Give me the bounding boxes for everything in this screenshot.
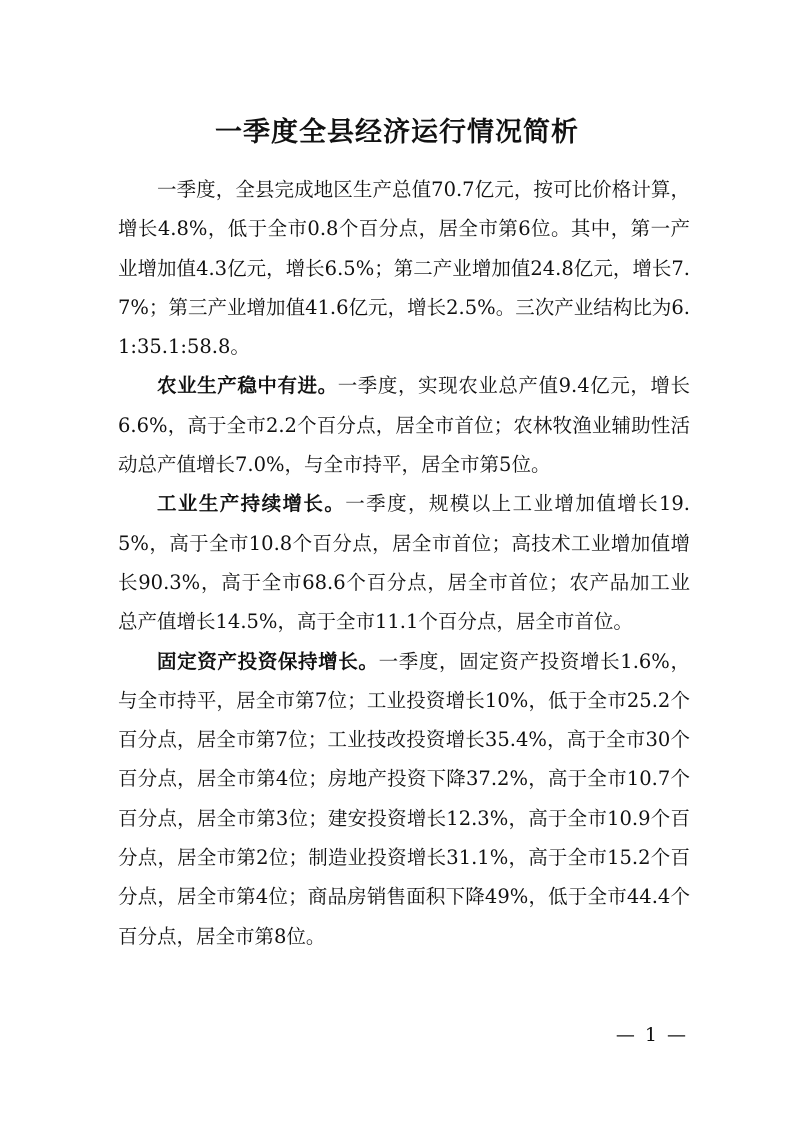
paragraph-industry-heading: 工业生产持续增长。 xyxy=(157,492,346,516)
paragraph-overview-text: 一季度，全县完成地区生产总值70.7亿元，按可比价格计算，增长4.8%，低于全市0.8个百分点，居全市第6位。其中，第一产业增加值4.3亿元，增长6.5%；第二产业增加值24.8亿元，增长7.7%；第三产业增加值41.6亿元，增长2.5%。三次产业结构比为6.1:35.1:58.8。 xyxy=(118,178,690,359)
page-number: — 1 — xyxy=(615,1024,688,1046)
paragraph-agriculture xyxy=(118,366,690,484)
document-title: 一季度全县经济运行情况简析 xyxy=(215,117,579,148)
paragraph-investment xyxy=(118,642,690,956)
paragraph-industry-text: 一季度，规模以上工业增加值增长19.5%，高于全市10.8个百分点，居全市首位；高技术工业增加值增长90.3%，高于全市68.6个百分点，居全市首位；农产品加工业总产值增长14.5%，高于全市11.1个百分点，居全市首位。 xyxy=(118,492,690,634)
paragraph-agriculture-text: 一季度，实现农业总产值9.4亿元，增长6.6%，高于全市2.2个百分点，居全市首位；农林牧渔业辅助性活动总产值增长7.0%，与全市持平，居全市第5位。 xyxy=(118,374,690,477)
paragraph-investment-heading: 固定资产投资保持增长。 xyxy=(157,649,379,673)
paragraph-industry xyxy=(118,484,690,641)
paragraph-agriculture-heading: 农业生产稳中有进。 xyxy=(157,374,338,398)
document-body xyxy=(118,170,690,956)
paragraph-overview xyxy=(118,170,690,366)
paragraph-investment-text: 一季度，固定资产投资增长1.6%，与全市持平，居全市第7位；工业投资增长10%，低于全市25.2个百分点，居全市第7位；工业技改投资增长35.4%，高于全市30个百分点，居全市第4位；房地产投资下降37.2%，高于全市10.7个百分点，居全市第3位；建安投资增长12.3%，高于全市10.9个百分点，居全市第2位；制造业投资增长31.1%，高于全市15.2个百分点，居全市第4位；商品房销售面积下降49%，低于全市44.4个百分点，居全市第8位。 xyxy=(118,649,690,948)
